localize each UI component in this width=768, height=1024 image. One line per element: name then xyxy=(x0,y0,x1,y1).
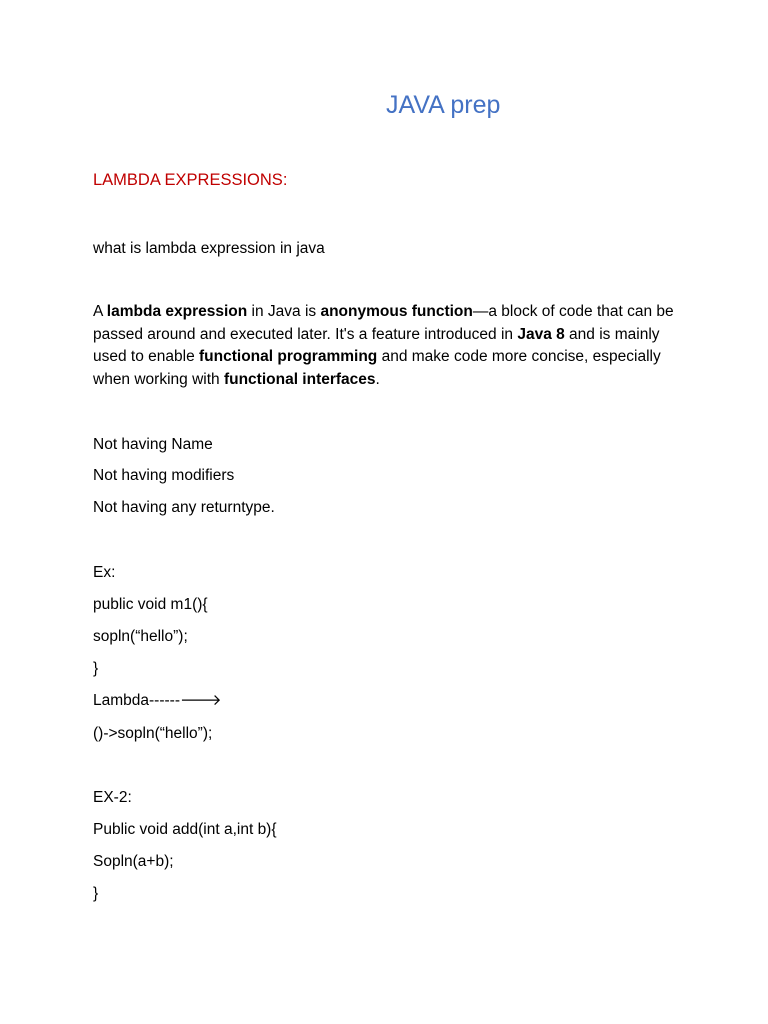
example-1-label: Ex: xyxy=(93,564,116,581)
bold-term-lambda-expression: lambda expression xyxy=(106,303,248,320)
paragraph-text: and is mainly used to enable xyxy=(93,325,660,365)
code-line: } xyxy=(93,660,99,677)
bold-term-java-8: Java 8 xyxy=(517,325,565,343)
code-line: sopln(“hello”); xyxy=(93,628,188,645)
section-heading: LAMBDA EXPRESSIONS: xyxy=(93,171,288,189)
trait-line: Not having Name xyxy=(93,436,213,453)
code-line: } xyxy=(93,885,99,902)
paragraph-text: A xyxy=(93,303,107,320)
paragraph-text: and make code more concise, especially when working with xyxy=(93,348,661,388)
document-title: JAVA prep xyxy=(386,91,501,119)
paragraph-text: —a block of code that can be passed around and executed later. It's a feature introduced in xyxy=(93,303,674,343)
trait-line: Not having any returntype. xyxy=(93,499,275,516)
code-line: Public void add(int a,int b){ xyxy=(93,821,277,838)
example-2-label: EX-2: xyxy=(93,789,132,806)
definition-paragraph xyxy=(93,301,683,391)
paragraph-text: . xyxy=(375,370,380,388)
bold-term-anonymous-function: anonymous function xyxy=(320,303,473,320)
paragraph-text: in Java is xyxy=(247,303,321,320)
bold-term-functional-programming: functional programming xyxy=(199,348,378,365)
code-line: ()->sopln(“hello”); xyxy=(93,725,213,742)
bold-term-functional-interfaces: functional interfaces xyxy=(223,370,376,388)
code-line: Sopln(a+b); xyxy=(93,853,174,870)
question-text: what is lambda expression in java xyxy=(93,240,325,257)
lambda-arrow-line: Lambda------🡒 xyxy=(93,692,222,709)
code-line: public void m1(){ xyxy=(93,596,208,613)
trait-line: Not having modifiers xyxy=(93,467,235,484)
